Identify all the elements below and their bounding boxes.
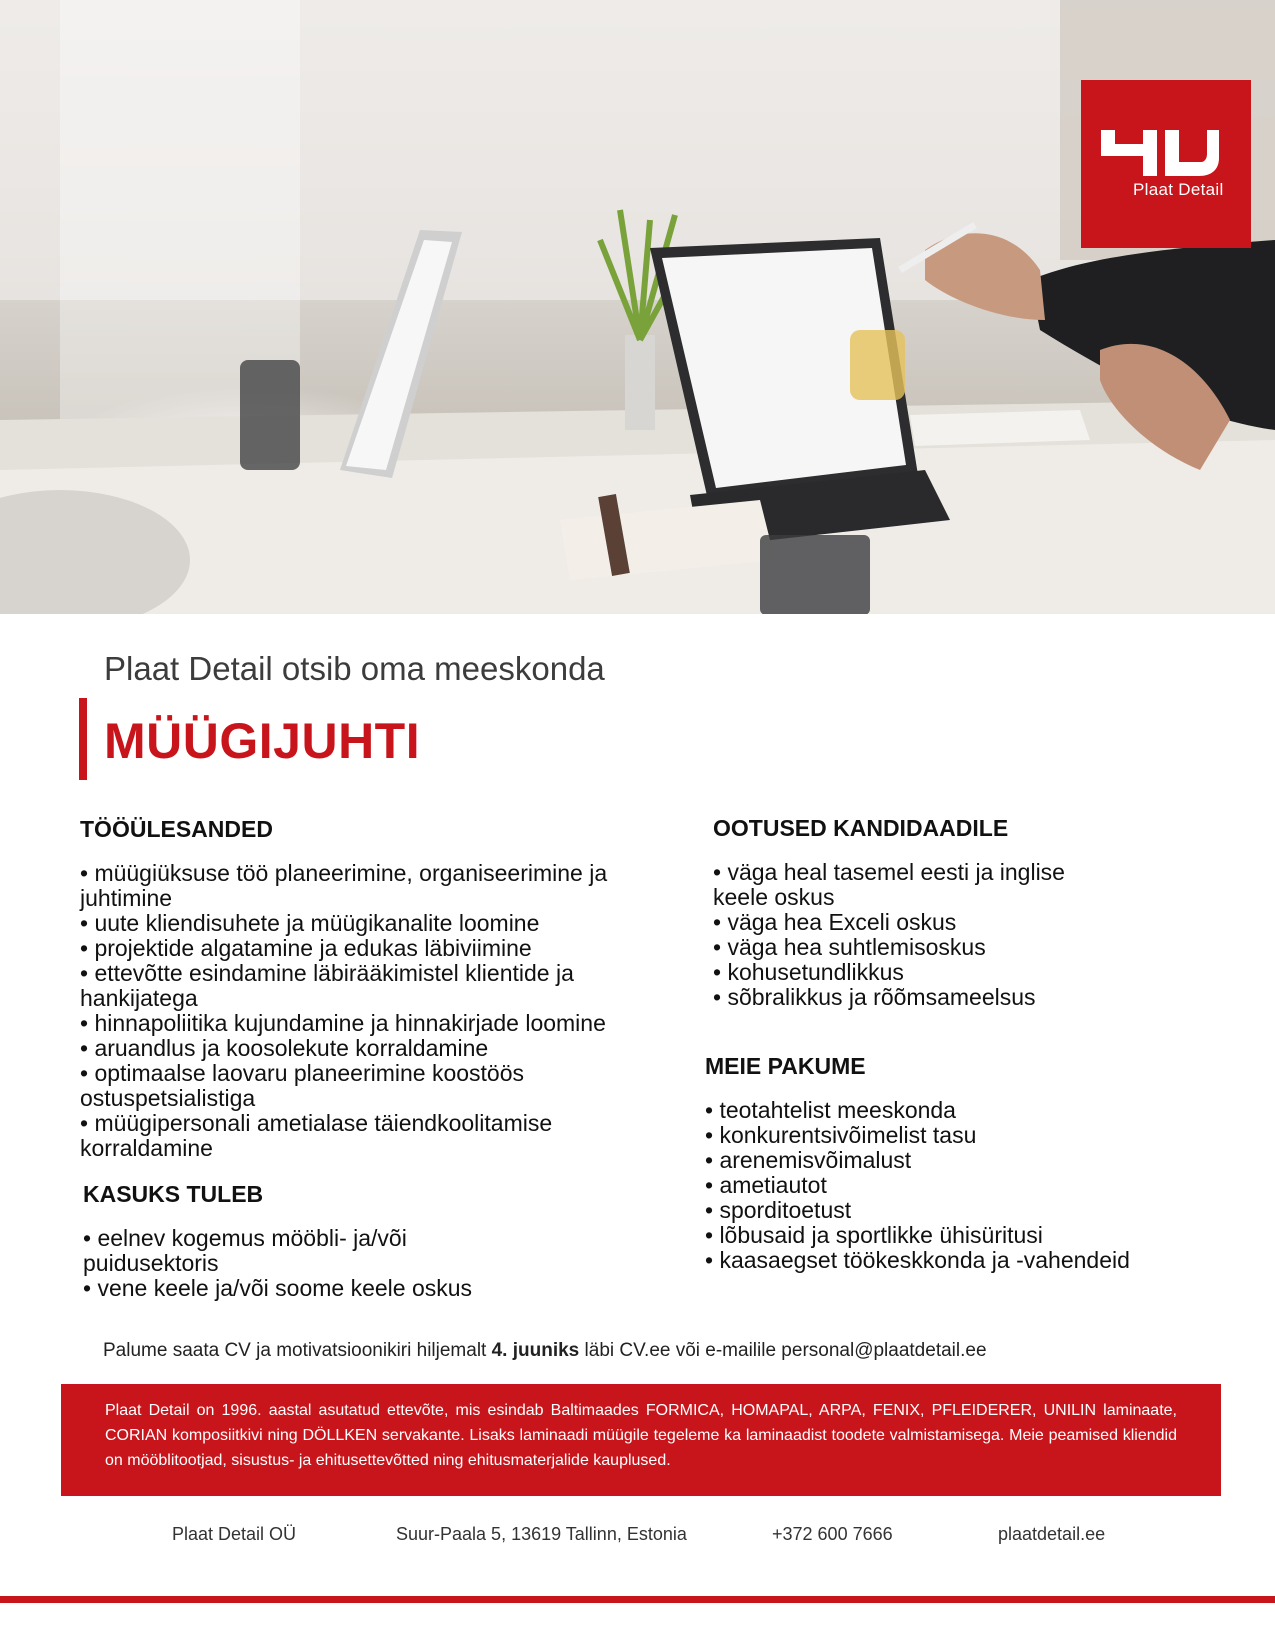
list-item: • aruandlus ja koosolekute korraldamine: [80, 1035, 489, 1061]
list-item: • eelnev kogemus mööbli- ja/või puidusektoris: [83, 1225, 407, 1276]
footer-website: plaatdetail.ee: [998, 1524, 1106, 1544]
expectations-heading: OOTUSED KANDIDAADILE: [713, 815, 1009, 841]
list-item: • ametiautot: [705, 1172, 827, 1198]
tasks-heading: TÖÖÜLESANDED: [80, 816, 273, 842]
footer-company: Plaat Detail OÜ: [172, 1524, 297, 1544]
list-item: • väga hea suhtlemisoskus: [713, 934, 986, 960]
bonus-heading: KASUKS TULEB: [83, 1181, 264, 1207]
brand-logo: [1081, 80, 1251, 248]
cta-deadline: 4. juuniks: [491, 1340, 580, 1361]
footer-phone: +372 600 7666: [772, 1524, 893, 1544]
application-instructions: [103, 1340, 987, 1362]
bonus-list: [83, 1226, 523, 1301]
list-item: • vene keele ja/või soome keele oskus: [83, 1275, 473, 1301]
footer-address: Suur-Paala 5, 13619 Tallinn, Estonia: [396, 1524, 687, 1544]
list-item: • sõbralikkus ja rõõmsameelsus: [713, 984, 1036, 1010]
list-item: • ettevõtte esindamine läbirääkimistel klientide ja hankijatega: [80, 960, 574, 1011]
list-item: • optimaalse laovaru planeerimine koostöös ostuspetsialistiga: [80, 1060, 525, 1111]
cta-text-after: läbi CV.ee või e-mailile personal@plaatdetail.ee: [579, 1340, 987, 1361]
bonus-section: [83, 1181, 523, 1301]
hero-office-photo: [0, 0, 1275, 614]
tasks-list: [80, 861, 680, 1161]
list-item: • sporditoetust: [705, 1197, 852, 1223]
cta-text-before: Palume saata CV ja motivatsioonikiri hiljemalt: [103, 1340, 492, 1361]
list-item: • projektide algatamine ja edukas läbiviimine: [80, 935, 532, 961]
company-description: Plaat Detail on 1996. aastal asutatud ettevõte, mis esindab Baltimaades FORMICA, HOMAPAL, ARPA, FENIX, PFLEIDERER, UNILIN laminaate, CORIAN komposiitkivi ning DÖLLKEN servakante. Lisaks laminaadi müügile tegeleme ka laminaadist toodete valmistamisega. Meie peamised kliendid on mööblitootjad, sisustus- ja ehitusettevõtted ning ehitusmaterjalide kauplused.: [61, 1384, 1221, 1496]
plaat-detail-logo-mark-icon: [1099, 128, 1219, 178]
list-item: • kaasaegset töökeskkonda ja -vahendeid: [705, 1247, 1130, 1273]
list-item: • konkurentsivõimelist tasu: [705, 1122, 977, 1148]
list-item: • väga hea Exceli oskus: [713, 909, 957, 935]
list-item: • uute kliendisuhete ja müügikanalite loomine: [80, 910, 540, 936]
list-item: • müügiüksuse töö planeerimine, organiseerimine ja juhtimine: [80, 860, 608, 911]
offer-heading: MEIE PAKUME: [705, 1053, 866, 1079]
page-title: MÜÜGIJUHTI: [104, 713, 421, 769]
list-item: • kohusetundlikkus: [713, 959, 904, 985]
expectations-list: [713, 860, 1113, 1010]
expectations-section: [713, 815, 1113, 1010]
bottom-divider: [0, 1596, 1275, 1603]
list-item: • müügipersonali ametialase täiendkoolitamise korraldamine: [80, 1110, 553, 1161]
list-item: • teotahtelist meeskonda: [705, 1097, 956, 1123]
logo-text: Plaat Detail: [1133, 180, 1224, 199]
page-subtitle: Plaat Detail otsib oma meeskonda: [104, 650, 605, 687]
list-item: • väga heal tasemel eesti ja inglise keele oskus: [713, 859, 1065, 910]
offer-section: [705, 1053, 1205, 1273]
offer-list: [705, 1098, 1205, 1273]
tasks-section: [80, 816, 680, 1161]
list-item: • arenemisvõimalust: [705, 1147, 912, 1173]
title-accent-bar: [79, 698, 87, 780]
list-item: • lõbusaid ja sportlikke ühisüritusi: [705, 1222, 1043, 1248]
list-item: • hinnapoliitika kujundamine ja hinnakirjade loomine: [80, 1010, 606, 1036]
